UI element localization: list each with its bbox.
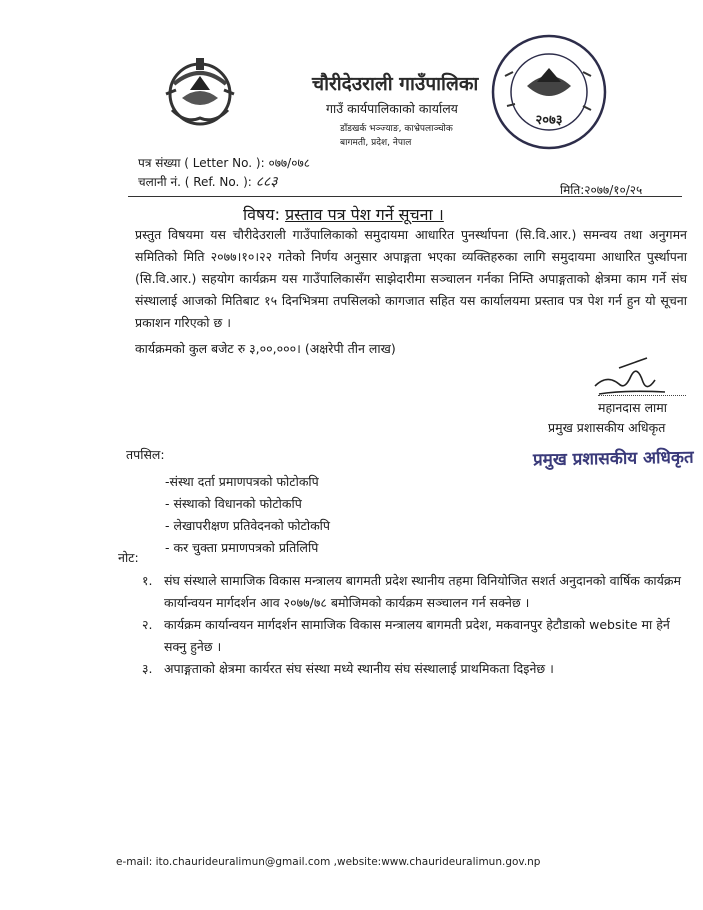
letter-number-value: ०७७/०७८: [268, 156, 310, 170]
body-paragraph: प्रस्तुत विषयमा यस चौरीदेउराली गाउँपालिकाको समुदायमा आधारित पुनर्स्थापना (सि.वि.आर.) समन्वय तथा अनुगमन समितिको मिति २०७७।१०।२२ गतेको निर्णय अनुसार अपाङ्गता भएका व्यक्तिहरुका लागि समुदायमा आधारित पुर्स्थापना (सि.वि.आर.) सहयोग कार्यक्रम यस गाउँपालिकासँग साझेदारीमा सञ्चालन गर्नका निम्ति अपाङ्गताको क्षेत्रमा काम गर्ने संघ संस्थालाई आजको मितिबाट १५ दिनभित्रमा तपसिलको कागजात सहित यस कार्यालयमा प्रस्ताव पत्र पेश गर्न हुन यो सूचना प्रकाशन गरिएको छ ।: [135, 227, 687, 330]
reference-number: [138, 172, 278, 191]
note-text: अपाङ्गताको क्षेत्रमा कार्यरत संघ संस्था मध्ये स्थानीय संघ संस्थालाई प्राथमिकता दिइनेछ ।: [164, 661, 554, 676]
notes-list: [142, 570, 690, 680]
nepal-emblem-icon: [160, 54, 240, 134]
letter-date: मिति:२०७७/१०/२५: [560, 183, 643, 197]
address: [340, 122, 453, 150]
subject-label: विषय:: [243, 205, 280, 224]
signature-icon: [585, 346, 675, 406]
reference-number-value: ८८३: [255, 174, 278, 190]
subject-text: प्रस्ताव पत्र पेश गर्ने सूचना ।: [285, 205, 444, 224]
subject: [243, 203, 444, 225]
reference-number-label: चलानी नं. ( Ref. No. ):: [138, 175, 252, 189]
header-divider: [128, 196, 682, 197]
list-item: - संस्थाको विधानको फोटोकपि: [165, 496, 302, 511]
signature-line: [598, 395, 686, 396]
address-line-2: बागमती, प्रदेश, नेपाल: [340, 138, 412, 148]
list-item: - कर चुक्ता प्रमाणपत्रको प्रतिलिपि: [165, 540, 319, 555]
list-item: -संस्था दर्ता प्रमाणपत्रको फोटोकपि: [165, 474, 319, 489]
letter-number-label: पत्र संख्या ( Letter No. ):: [138, 156, 265, 170]
attachments-list: [165, 471, 330, 559]
note-text: संघ संस्थाले सामाजिक विकास मन्त्रालय बागमती प्रदेश स्थानीय तहमा विनियोजित सशर्त अनुदानको वार्षिक कार्यक्रम कार्यान्वयन मार्गदर्शन आव २०७७/७८ बमोजिमको कार्यक्रम सञ्चालन गर्न सक्नेछ ।: [164, 573, 681, 610]
office-seal-icon: [487, 26, 611, 156]
seal-year: २०७३: [535, 113, 563, 128]
note-text: कार्यक्रम कार्यान्वयन मार्गदर्शन सामाजिक विकास मन्त्रालय बागमती प्रदेश, मकवानपुर हेटौडाको website मा हेर्न सक्नु हुनेछ ।: [164, 617, 670, 654]
attachments-label: तपसिल:: [126, 447, 165, 462]
list-item: - लेखापरीक्षण प्रतिवेदनको फोटोकपि: [165, 518, 331, 533]
footer-contact: e-mail: ito.chaurideuralimun@gmail.com ,website:www.chaurideuralimun.gov.np: [116, 856, 541, 868]
note-number: १.: [142, 573, 153, 588]
note-number: २.: [142, 617, 153, 632]
notes-label: नोट:: [118, 550, 139, 565]
list-item: [142, 570, 690, 614]
signatory-title: प्रमुख प्रशासकीय अधिकृत: [548, 420, 666, 435]
address-line-1: डाँडखर्क भञ्ज्याङ, काभ्रेपलाञ्चोक: [340, 124, 453, 134]
note-number: ३.: [142, 661, 153, 676]
list-item: [142, 658, 690, 680]
signatory-name: महानदास लामा: [598, 400, 668, 415]
office-name: गाउँ कार्यपालिकाको कार्यालय: [326, 101, 458, 116]
letter-number: [138, 154, 310, 171]
designation-stamp: प्रमुख प्रशासकीय अधिकृत: [532, 447, 694, 471]
org-name: चौरीदेउराली गाउँपालिका: [312, 73, 479, 95]
budget-line: कार्यक्रमको कुल बजेट रु ३,००,०००। (अक्षरेपी तीन लाख): [135, 341, 396, 356]
list-item: [142, 614, 690, 658]
